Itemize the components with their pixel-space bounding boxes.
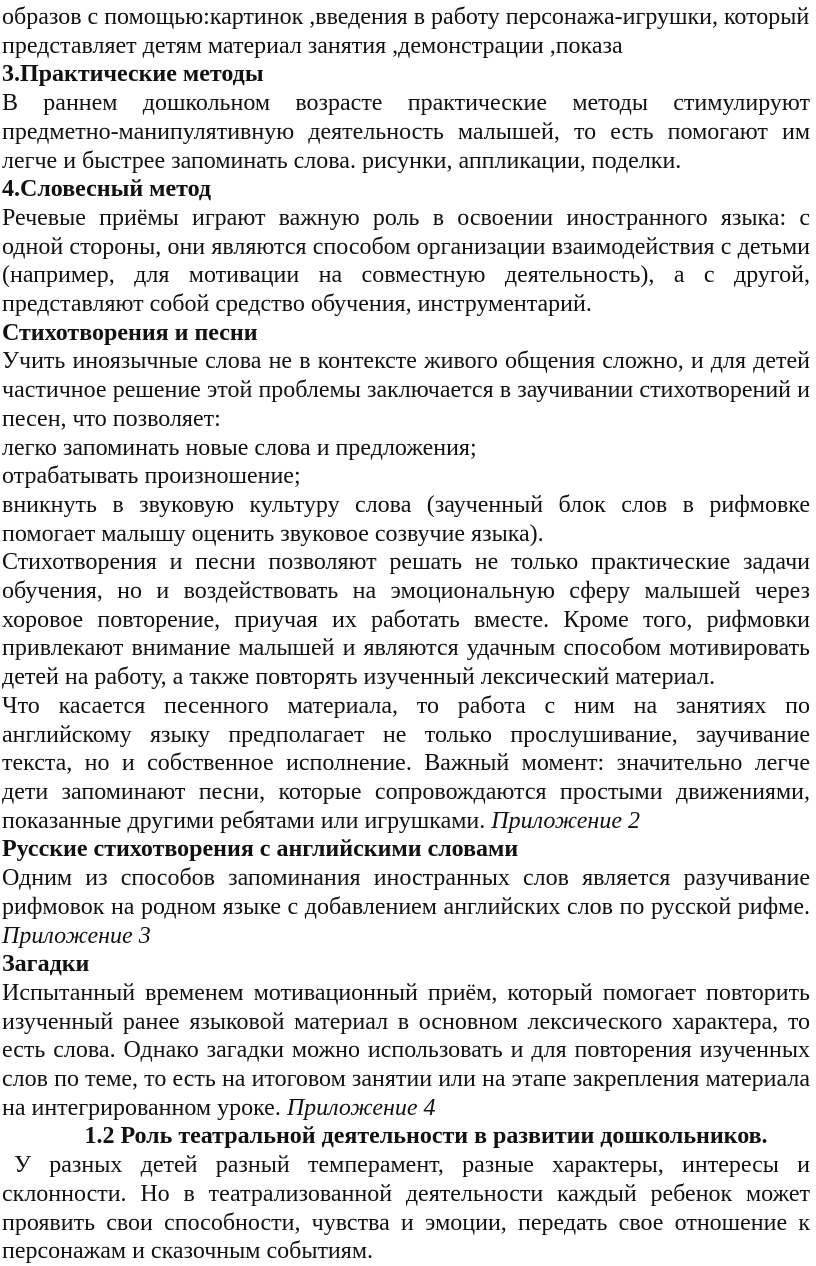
appendix-reference: Приложение 4 [286, 1094, 436, 1121]
riddles-heading: Загадки [2, 951, 90, 978]
practical-methods-heading: 3.Практические методы [2, 61, 264, 88]
poems-paragraph: Учить иноязычные слова не в контексте живого общения сложно, и для детей частичное решение этой проблемы заключается в заучивании стихотворений и песен, что позволяет: [2, 348, 810, 432]
appendix-reference: Приложение 3 [2, 922, 151, 949]
poems-paragraph: вникнуть в звуковую культуру слова (заученный блок слов в рифмовке помогает малышу оценить звуковое созвучие языка). [2, 491, 810, 547]
russian-poems-text: Одним из способов запоминания иностранных слов является разучивание рифмовок на родном языке с добавлением английских слов по русской рифме. [2, 865, 810, 920]
russian-poems-heading: Русские стихотворения с английскими словами [2, 836, 519, 863]
section-heading: 1.2 Роль театральной деятельности в развитии дошкольников. [84, 1123, 768, 1150]
list-item: отрабатывать произношение; [2, 463, 301, 490]
intro-line: представляет детям материал занятия ,демонстрации ,показа [2, 32, 623, 59]
intro-line: образов с помощью:картинок ,введения в работу персонажа-игрушки, который [2, 4, 810, 30]
practical-methods-paragraph: В раннем дошкольном возрасте практические методы стимулируют предметно-манипулятивную деятельность малышей, то есть помогают им легче и быстрее запоминать слова. рисунки, аппликации, поделки. [2, 90, 810, 174]
poems-paragraph: Стихотворения и песни позволяют решать не только практические задачи обучения, но и воздействовать на эмоциональную сферу малышей через хоровое повторение, приучая их работать вместе. Кроме того, рифмовки привлекают внимание малышей и являются удачным способом мотивировать детей на работу, а также повторять изученный лексический материал. [2, 549, 810, 691]
poems-songs-heading: Стихотворения и песни [2, 319, 258, 346]
verbal-method-heading: 4.Словесный метод [2, 176, 212, 203]
list-item: легко запоминать новые слова и предложения; [2, 434, 477, 461]
riddles-text: Испытанный временем мотивационный приём, который помогает повторить изученный ранее языковой материал в основном лексического характера, то есть слова. Однако загадки можно использовать и для повторения изученных слов по теме, то есть на итоговом занятии или на этапе закрепления материала на интегрированном уроке. [2, 979, 810, 1121]
poems-paragraph [2, 692, 810, 836]
appendix-reference: Приложение 2 [491, 807, 640, 834]
russian-poems-paragraph [2, 864, 810, 950]
verbal-method-paragraph: Речевые приёмы играют важную роль в освоении иностранного языка: с одной стороны, они являются способом организации взаимодействия с детьми (например, для мотивации на совместную деятельность), а с другой, представляют собой средство обучения, инструментарий. [2, 204, 810, 318]
riddles-paragraph [2, 979, 810, 1123]
poems-paragraph-text: Что касается песенного материала, то работа с ним на занятиях по английскому языку предполагает не только прослушивание, заучивание текста, но и собственное исполнение. Важный момент: значительно легче дети запоминают песни, которые сопровождаются простыми движениями, показанные другими ребятами или игрушками. [2, 692, 810, 834]
section-paragraph: У разных детей разный темперамент, разные характеры, интересы и склонности. Но в театрализованной деятельности каждый ребенок может проявить свои способности, чувства и эмоции, передать свое отношение к персонажам и сказочным событиям. [2, 1152, 810, 1265]
